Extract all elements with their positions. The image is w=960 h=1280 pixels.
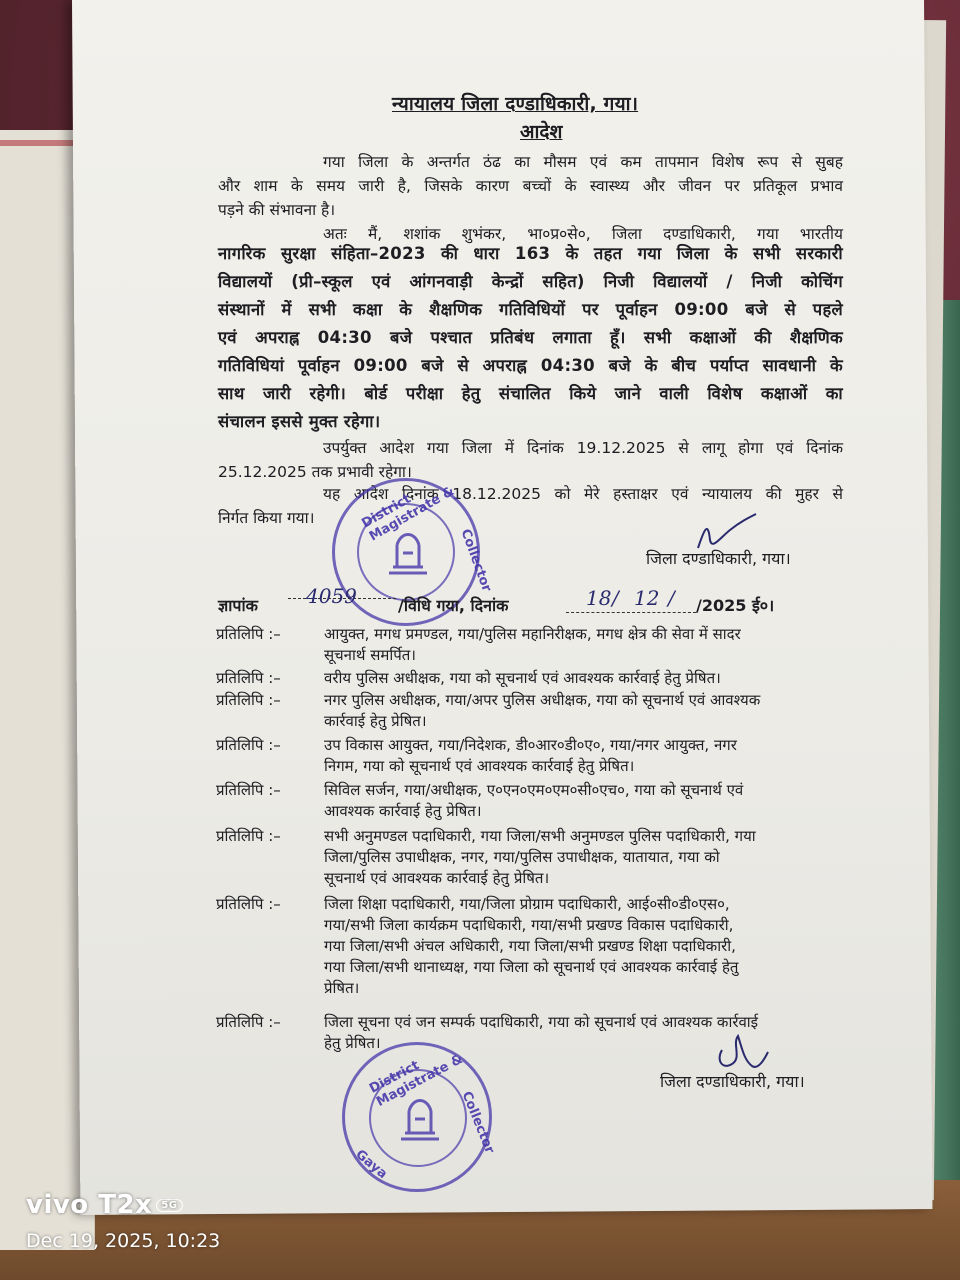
copy-line: आवश्यक कार्रवाई हेतु प्रेषित। (324, 802, 482, 820)
copy-line: निगम, गया को सूचनार्थ एवं आवश्यक कार्रवाई हेतु प्रेषित। (324, 757, 635, 775)
document-subtitle: आदेश (520, 121, 563, 143)
network-badge: 5G (156, 1199, 182, 1212)
copy-label: प्रतिलिपि :– (216, 625, 281, 643)
copy-line: जिला शिक्षा पदाधिकारी, गया/जिला प्रोग्राम पदाधिकारी, आई०सी०डी०एस०, (324, 895, 730, 913)
copy-label: प्रतिलिपि :– (216, 669, 281, 687)
camera-watermark-brand (26, 1190, 183, 1220)
camera-watermark-datetime: Dec 19, 2025, 10:23 (26, 1230, 221, 1252)
document: न्यायालय जिला दण्डाधिकारी, गया। आदेश गया जिला के अन्तर्गत ठंढ का मौसम एवं कम तापमान विशेष रूप से सुबह और शाम के समय जारी है, जिसके कारण बच्चों के स्वास्थ्य और जीवन पर प्रतिकूल प्रभाव पड़ने की संभावना है। अतः मैं, शशांक शुभंकर, भा०प्र०से०, जिला दण्डाधिकारी, गया भारतीय नागरिक सुरक्षा संहिता–2023 की धारा 163 के तहत गया जिला के सभी सरकारी विद्यालयों (प्री–स्कूल एवं आंगनवाड़ी केन्द्रों सहित) निजी विद्यालयों / निजी कोचिंग संस्थानों में सभी कक्षा के शैक्षणिक गतिविधियों पर पूर्वाहन 09:00 बजे से पहले एवं अपराह्न 04:30 बजे पश्चात प्रतिबंध लगाता हूँ। सभी कक्षाओं की शैक्षणिक गतिविधियां पूर्वाहन 09:00 बजे से अपराह्न 04:30 बजे के बीच पर्याप्त सावधानी के साथ जारी रहेगी। बोर्ड परीक्षा हेतु संचालित किये जाने वाली विशेष कक्षाओं का संचालन इससे मुक्त रहेगा। उपर्युक्त आदेश गया जिला में दिनांक 19.12.2025 से लागू होगा एवं दिनांक 25.12.2025 तक प्रभावी रहेगा। यह आदेश दिनांक 18.12.2025 को मेरे हस्ताक्षर एवं न्यायालय की मुहर से निर्गत किया गया। जिला दण्डाधिकारी, गया। District Magistrate & Collector ज्ञापांक 4059 /विधि गया, दिनांक 18 / 12 / /2025 ई०। प्रतिलिपि :– आयुक्त, मगध प्रमण्डल, गया/पुलिस महानिरीक्षक, मगध क्षेत्र की सेवा में सादर सूचनार्थ समर्पित। प्रतिलिपि :– वरीय पुलिस अधीक्षक, गया को सूचनार्थ एवं आवश्यक कार्रवाई हेतु प्रेषित। प्रतिलिपि :– नगर पुलिस अधीक्षक, गया/अपर पुलिस अधीक्षक, गया को सूचनार्थ एवं आवश्यक कार्रवाई हेतु प्रेषित। प्रतिलिपि :– उप विकास आयुक्त, गया/निदेशक, डी०आर०डी०ए०, गया/नगर आयुक्त, नगर निगम, गया को सूचनार्थ एवं आवश्यक कार्रवाई हेतु प्रेषित। प्रतिलिपि :– सिविल सर्जन, गया/अधीक्षक, ए०एन०एम०एम०सी०एच०, गया को सूचनार्थ एवं आवश्यक कार्रवाई हेतु प्रेषित। प्रतिलिपि :– सभी अनुमण्डल पदाधिकारी, गया जिला/सभी अनुमण्डल पुलिस पदाधिकारी, गया जिला/पुलिस उपाधीक्षक, नगर, गया/पुलिस उपाधीक्षक, यातायात, गया को सूचनार्थ एवं आवश्यक कार्रवाई हेतु प्रेषित। प्रतिलिपि :– जिला शिक्षा पदाधिकारी, गया/जिला प्रोग्राम पदाधिकारी, आई०सी०डी०एस०, गया/सभी जिला कार्यक्रम पदाधिकारी, गया/सभी प्रखण्ड विकास पदाधिकारी, गया जिला/सभी अंचल अधिकारी, गया जिला/सभी प्रखण्ड शिक्षा पदाधिकारी, गया जिला/सभी थानाध्यक्ष, गया जिला को सूचनार्थ एवं आवश्यक कार्रवाई हेतु प्रेषित। प्रतिलिपि :– जिला सूचना एवं जन सम्पर्क पदाधिकारी, गया को सूचनार्थ एवं आवश्यक कार्रवाई हेतु प्रेषित। जिला दण्डाधिकारी, गया। District Magistrate & Collector Gaya (0, 0, 960, 1280)
copy-label: प्रतिलिपि :– (216, 895, 281, 913)
copy-line: गया/सभी जिला कार्यक्रम पदाधिकारी, गया/सभी प्रखण्ड विकास पदाधिकारी, (324, 916, 734, 934)
memo-number-handwritten: 4059 (306, 584, 357, 608)
copy-line: गया जिला/सभी अंचल अधिकारी, गया जिला/सभी प्रखण्ड शिक्षा पदाधिकारी, (324, 937, 736, 955)
document-title: न्यायालय जिला दण्डाधिकारी, गया। (392, 93, 639, 115)
seal-text: Collector (457, 527, 494, 594)
memo-year: /2025 ई०। (696, 596, 775, 615)
copy-label: प्रतिलिपि :– (216, 691, 281, 709)
paragraph-line: उपर्युक्त आदेश गया जिला में दिनांक 19.12.2025 से लागू होगा एवं दिनांक (323, 439, 843, 457)
seal-text: Gaya (352, 1147, 390, 1182)
official-seal (342, 1042, 497, 1192)
paragraph-line: एवं अपराह्न 04:30 बजे पश्चात प्रतिबंध लगाता हूँ। सभी कक्षाओं की शैक्षणिक (218, 328, 843, 347)
paragraph-line: पड़ने की संभावना है। (218, 201, 336, 219)
copy-line: जिला/पुलिस उपाधीक्षक, नगर, गया/पुलिस उपाधीक्षक, यातायात, गया को (324, 848, 720, 866)
copy-line: वरीय पुलिस अधीक्षक, गया को सूचनार्थ एवं आवश्यक कार्रवाई हेतु प्रेषित। (324, 669, 721, 687)
copy-line: सभी अनुमण्डल पदाधिकारी, गया जिला/सभी अनुमण्डल पुलिस पदाधिकारी, गया (324, 827, 756, 845)
paragraph-line: गतिविधियां पूर्वाहन 09:00 बजे से अपराह्न 04:30 बजे के बीच पर्याप्त सावधानी के (218, 356, 843, 375)
memo-section: /विधि गया, दिनांक (398, 596, 509, 615)
paragraph-line: यह आदेश दिनांक 18.12.2025 को मेरे हस्ताक्षर एवं न्यायालय की मुहर से (323, 485, 843, 503)
copy-label: प्रतिलिपि :– (216, 1013, 281, 1031)
date-day-handwritten: 18 (586, 586, 612, 610)
paragraph-line: 25.12.2025 तक प्रभावी रहेगा। (218, 463, 412, 481)
paragraph-line: गया जिला के अन्तर्गत ठंढ का मौसम एवं कम तापमान विशेष रूप से सुबह (323, 153, 843, 171)
copy-line: सूचनार्थ एवं आवश्यक कार्रवाई हेतु प्रेषित। (324, 869, 550, 887)
seal-text: Collector (458, 1089, 497, 1156)
copy-line: आयुक्त, मगध प्रमण्डल, गया/पुलिस महानिरीक्षक, मगध क्षेत्र की सेवा में सादर (324, 625, 741, 643)
paragraph-line: साथ जारी रहेगी। बोर्ड परीक्षा हेतु संचालित किये जाने वाली विशेष कक्षाओं का (218, 384, 843, 403)
copy-label: प्रतिलिपि :– (216, 781, 281, 799)
paragraph-line: विद्यालयों (प्री–स्कूल एवं आंगनवाड़ी केन्द्रों सहित) निजी विद्यालयों / निजी कोचिंग (218, 272, 843, 291)
memo-number-label: ज्ञापांक (218, 596, 258, 615)
paragraph-weather (218, 150, 843, 222)
date-month-handwritten: 12 (634, 586, 660, 610)
copy-line: सिविल सर्जन, गया/अधीक्षक, ए०एन०एम०एम०सी०एच०, गया को सूचनार्थ एवं (324, 781, 744, 799)
camera-model: vivo T2x (26, 1190, 153, 1220)
copy-line: उप विकास आयुक्त, गया/निदेशक, डी०आर०डी०ए०, गया/नगर आयुक्त, नगर (324, 736, 737, 754)
signature-scribble (712, 1030, 772, 1075)
paragraph-line: संचालन इससे मुक्त रहेगा। (218, 412, 381, 431)
signature-designation: जिला दण्डाधिकारी, गया। (646, 549, 791, 568)
copy-label: प्रतिलिपि :– (216, 827, 281, 845)
date-blank-line (566, 612, 696, 613)
seal-text: District Magistrate & (359, 483, 458, 545)
paragraph-line: निर्गत किया गया। (218, 509, 315, 527)
copy-line: कार्रवाई हेतु प्रेषित। (324, 712, 427, 730)
paragraph-line: नागरिक सुरक्षा संहिता–2023 की धारा 163 के तहत गया जिला के सभी सरकारी (218, 244, 843, 263)
copy-label: प्रतिलिपि :– (216, 736, 281, 754)
copy-line: सूचनार्थ समर्पित। (324, 646, 416, 664)
copy-line: जिला सूचना एवं जन सम्पर्क पदाधिकारी, गया को सूचनार्थ एवं आवश्यक कार्रवाई (324, 1013, 759, 1031)
paragraph-line: और शाम के समय जारी है, जिसके कारण बच्चों के स्वास्थ्य और जीवन पर प्रतिकूल प्रभाव (218, 177, 843, 195)
seal-text: District Magistrate & (367, 1051, 466, 1110)
paragraph-validity (218, 436, 843, 484)
paragraph-order (218, 240, 843, 436)
copy-line: गया जिला/सभी थानाध्यक्ष, गया जिला को सूचनार्थ एवं आवश्यक कार्रवाई हेतु (324, 958, 739, 976)
signature-designation: जिला दण्डाधिकारी, गया। (660, 1072, 805, 1091)
paragraph-line: संस्थानों में सभी कक्षा के शैक्षणिक गतिविधियों पर पूर्वाहन 09:00 बजे से पहले (218, 300, 843, 319)
copy-line: हेतु प्रेषित। (324, 1034, 381, 1052)
copy-line: प्रेषित। (324, 979, 360, 997)
copy-line: नगर पुलिस अधीक्षक, गया/अपर पुलिस अधीक्षक, गया को सूचनार्थ एवं आवश्यक (324, 691, 761, 709)
paragraph-line: अतः मैं, शशांक शुभंकर, भा०प्र०से०, जिला दण्डाधिकारी, गया भारतीय (323, 225, 843, 243)
